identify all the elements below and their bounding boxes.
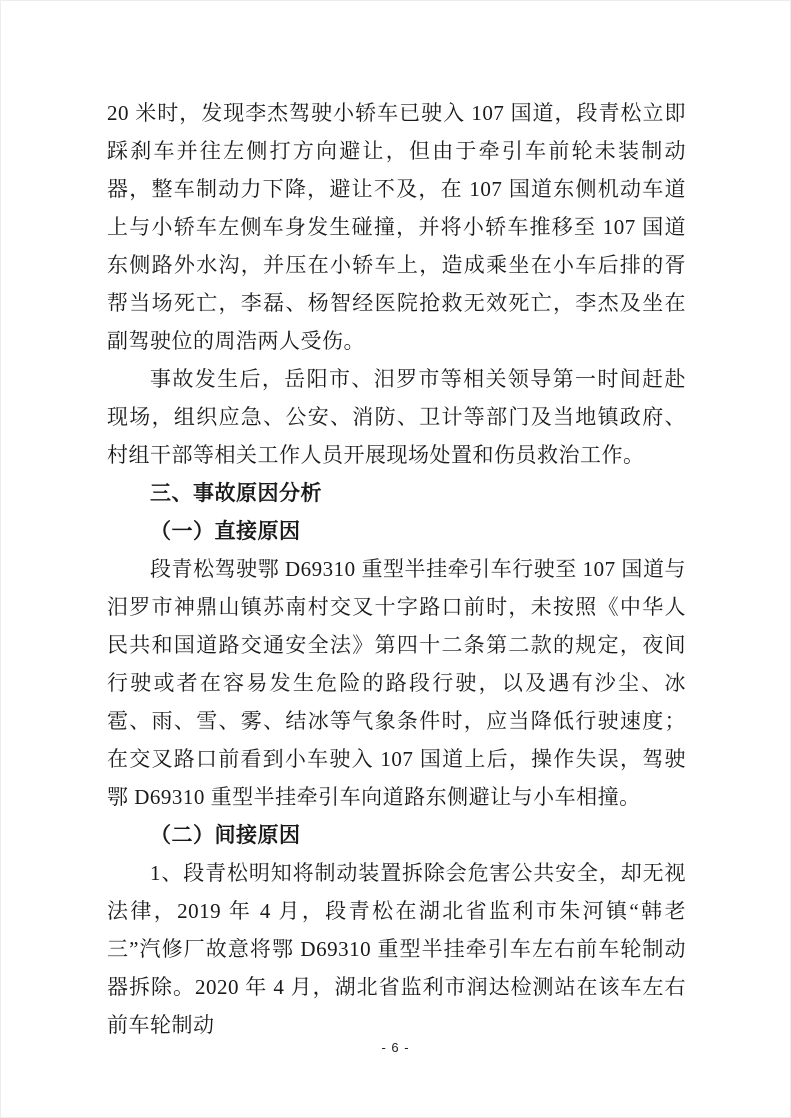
- section-heading: （一）直接原因: [150, 519, 301, 543]
- page-number: - 6 -: [381, 1040, 410, 1055]
- section-heading: （二）间接原因: [150, 823, 301, 847]
- body-paragraph: 1、段青松明知将制动装置拆除会危害公共安全，却无视法律，2019 年 4 月，段青松在湖北省监利市朱河镇“韩老三”汽修厂故意将鄂 D69310 重型半挂牵引车左右前车轮制动器拆除。2020 年 4 月，湖北省监利市润达检测站在该车左右前车轮制动: [107, 861, 686, 1037]
- body-paragraph: 段青松驾驶鄂 D69310 重型半挂牵引车行驶至 107 国道与汨罗市神鼎山镇苏南村交叉十字路口前时，未按照《中华人民共和国道路交通安全法》第四十二条第二款的规定，夜间行驶或者在容易发生危险的路段行驶，以及遇有沙尘、冰雹、雨、雪、雾、结冰等气象条件时，应当降低行驶速度；在交叉路口前看到小车驶入 107 国道上后，操作失误，驾驶鄂 D69310 重型半挂牵引车向道路东侧避让与小车相撞。: [107, 557, 686, 809]
- body-paragraph: 事故发生后，岳阳市、汨罗市等相关领导第一时间赶赴现场，组织应急、公安、消防、卫计等部门及当地镇政府、村组干部等相关工作人员开展现场处置和伤员救治工作。: [107, 367, 686, 467]
- section-heading: 三、事故原因分析: [150, 481, 322, 505]
- body-paragraph: 20 米时，发现李杰驾驶小轿车已驶入 107 国道，段青松立即踩刹车并往左侧打方向避让，但由于牵引车前轮未装制动器，整车制动力下降，避让不及，在 107 国道东侧机动车道上与小轿车左侧车身发生碰撞，并将小轿车推移至 107 国道东侧路外水沟，并压在小轿车上，造成乘坐在小车后排的胥帮当场死亡，李磊、杨智经医院抢救无效死亡，李杰及坐在副驾驶位的周浩两人受伤。: [107, 101, 686, 353]
- document-body: [107, 94, 686, 1044]
